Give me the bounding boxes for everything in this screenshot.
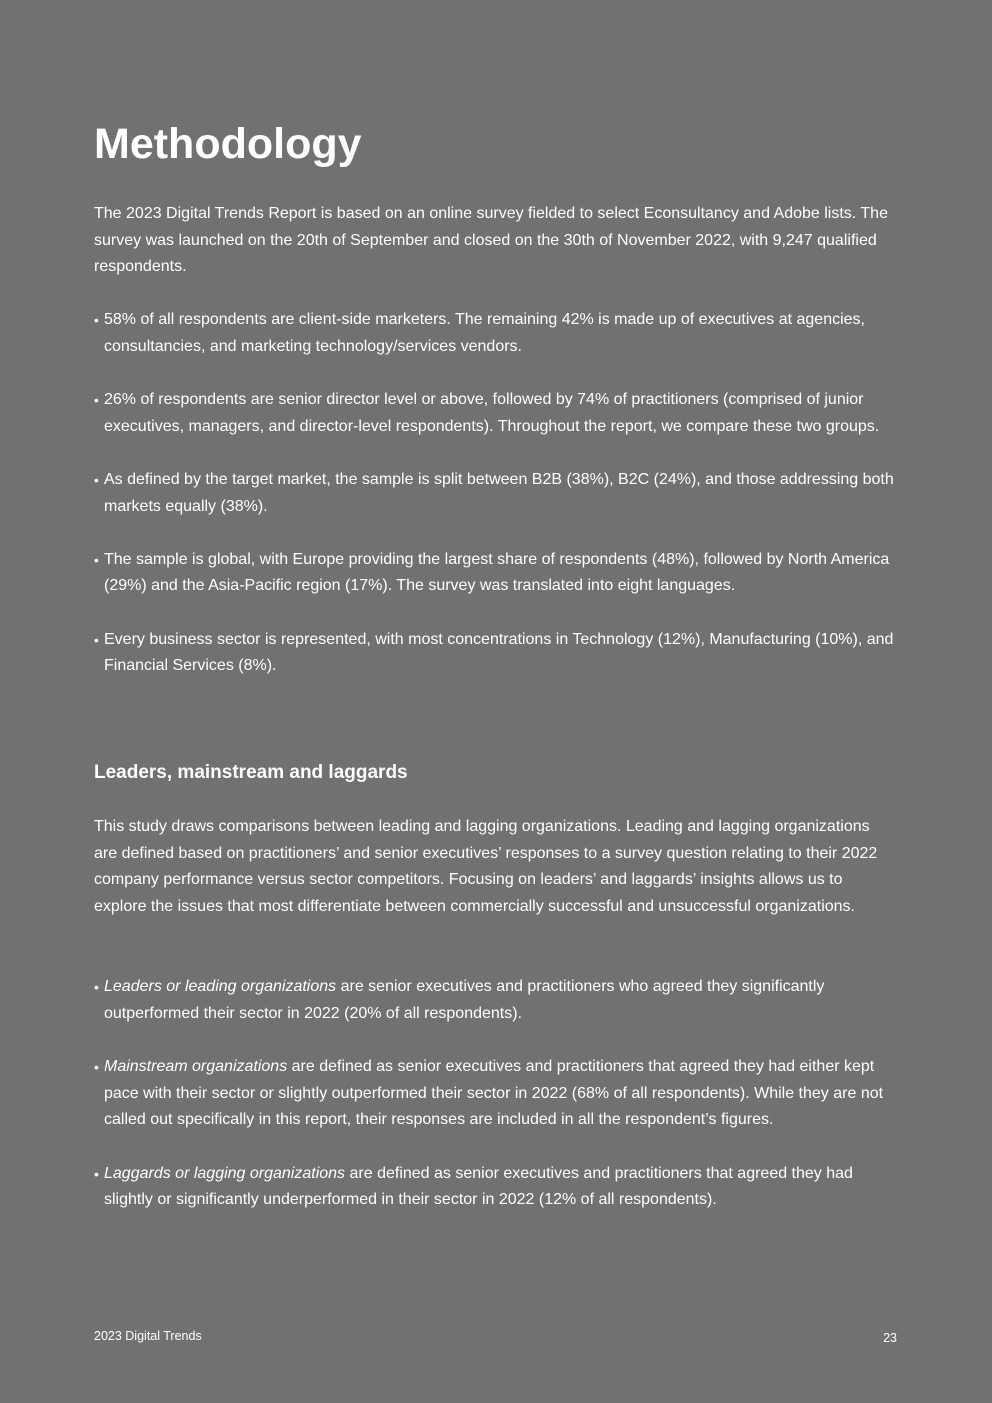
- definition-term: Laggards or lagging organizations: [104, 1164, 346, 1182]
- definition-text: are senior executives and practitioners who agreed they significantly outperformed their sector in 2022 (20% of all respondents).: [104, 978, 825, 1022]
- list-item: • Every business sector is represented, with most concentrations in Technology (12%), Manufacturing (10%), and Financial Services (8%).: [94, 627, 902, 680]
- intro-paragraph: The 2023 Digital Trends Report is based on an online survey fielded to select Econsultancy and Adobe lists. The survey was launched on the 20th of September and closed on the 30th of November 2022, with 9,247 qualified respondents.: [94, 205, 888, 276]
- definition-leaders: [94, 974, 902, 1027]
- footer-page-number: 23: [883, 1331, 897, 1345]
- definitions-bullet-list: [94, 974, 902, 1240]
- definition-text: are defined as senior executives and practitioners that agreed they had either kept pace with their sector or slightly outperformed their sector in 2022 (68% of all respondents). While they are not called out specifically in this report, their responses are included in all the respondent’s figures.: [104, 1057, 884, 1129]
- list-item: • 58% of all respondents are client-side marketers. The remaining 42% is made up of executives at agencies, consultancies, and marketing technology/services vendors.: [94, 307, 902, 360]
- definition-mainstream: [94, 1054, 902, 1134]
- list-item: • The sample is global, with Europe providing the largest share of respondents (48%), followed by North America (29%) and the Asia-Pacific region (17%). The survey was translated into eight languages.: [94, 547, 902, 600]
- footer-report-name: 2023 Digital Trends: [94, 1329, 202, 1343]
- definition-text: are defined as senior executives and practitioners that agreed they had slightly or significantly underperformed in their sector in 2022 (12% of all respondents).: [104, 1164, 853, 1209]
- definition-term: Leaders or leading organizations: [104, 978, 337, 995]
- list-item: • As defined by the target market, the sample is split between B2B (38%), B2C (24%), and those addressing both markets equally (38%).: [94, 467, 902, 520]
- page-title: Methodology: [94, 120, 362, 168]
- list-item: • 26% of respondents are senior director level or above, followed by 74% of practitioners (comprised of junior executives, managers, and director-level respondents). Throughout the report, we compare these two groups.: [94, 387, 902, 440]
- methodology-bullet-list: [94, 307, 902, 707]
- section-paragraph: This study draws comparisons between leading and lagging organizations. Leading and lagging organizations are defined based on practitioners’ and senior executives’ responses to a survey question relating to their 2022 company performance versus sector competitors. Focusing on leaders’ and laggards’ insights allows us to explore the issues that most differentiate between commercially successful and unsuccessful organizations.: [94, 818, 878, 916]
- definition-laggards: [94, 1161, 902, 1214]
- section-heading: Leaders, mainstream and laggards: [94, 762, 408, 783]
- definition-term: Mainstream organizations: [104, 1057, 288, 1075]
